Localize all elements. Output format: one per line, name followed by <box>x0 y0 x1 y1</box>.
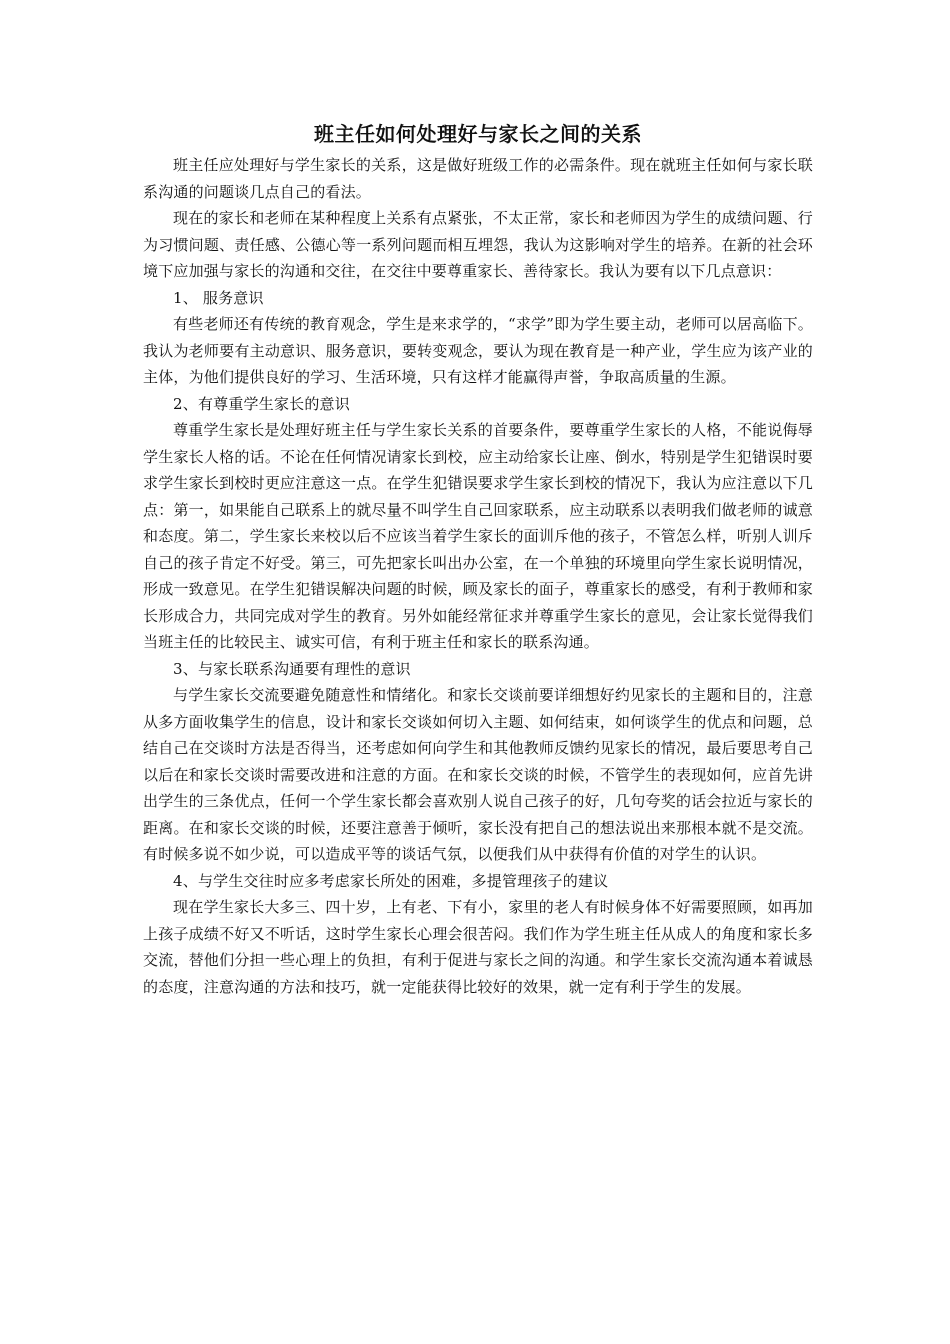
section-heading-difficulties: 4、与学生交往时应多考虑家长所处的困难，多提管理孩子的建议 <box>173 871 609 890</box>
section-body-service: 有些老师还有传统的教育观念，学生是来求学的，“求学”即为学生要主动，老师可以居高临下。我认为老师要有主动意识、服务意识，要转变观念，要认为现在教育是一种产业，学生应为该产业的主体，为他们提供良好的学习、生活环境，只有这样才能赢得声誉，争取高质量的生源。 <box>143 315 813 386</box>
section-heading-service: 1、 服务意识 <box>173 288 264 307</box>
document-body <box>143 116 813 1000</box>
section-body-rational: 与学生家长交流要避免随意性和情绪化。和家长交谈前要详细想好约见家长的主题和目的，注意从多方面收集学生的信息，设计和家长交谈如何切入主题、如何结束，如何谈学生的优点和问题，总结自己在交谈时方法是否得当，还考虑如何向学生和其他教师反馈约见家长的情况，最后要思考自己以后在和家长交谈时需要改进和注意的方面。在和家长交谈的时候，不管学生的表现如何，应首先讲出学生的三条优点，任何一个学生家长都会喜欢别人说自己孩子的好，几句夸奖的话会拉近与家长的距离。在和家长交谈的时候，还要注意善于倾听，家长没有把自己的想法说出来那根本就不是交流。有时候多说不如少说，可以造成平等的谈话气氛，以便我们从中获得有价值的对学生的认识。 <box>143 686 813 863</box>
intro-paragraph: 班主任应处理好与学生家长的关系，这是做好班级工作的必需条件。现在就班主任如何与家长联系沟通的问题谈几点自己的看法。 <box>143 156 813 201</box>
section-body-difficulties: 现在学生家长大多三、四十岁，上有老、下有小，家里的老人有时候身体不好需要照顾，如再加上孩子成绩不好又不听话，这时学生家长心理会很苦闷。我们作为学生班主任从成人的角度和家长多交流，替他们分担一些心理上的负担，有利于促进与家长之间的沟通。和学生家长交流沟通本着诚恳的态度，注意沟通的方法和技巧，就一定能获得比较好的效果，就一定有利于学生的发展。 <box>143 898 813 996</box>
section-heading-rational: 3、与家长联系沟通要有理性的意识 <box>173 659 411 678</box>
section-body-respect: 尊重学生家长是处理好班主任与学生家长关系的首要条件，要尊重学生家长的人格，不能说侮辱学生家长人格的话。不论在任何情况请家长到校，应主动给家长让座、倒水，特别是学生犯错误时要求学生家长到校时更应注意这一点。在学生犯错误要求学生家长到校的情况下，我认为应注意以下几点：第一，如果能自己联系上的就尽量不叫学生自己回家联系，应主动联系以表明我们做老师的诚意和态度。第二，学生家长来校以后不应该当着学生家长的面训斥他的孩子，不管怎么样，听别人训斥自己的孩子肯定不好受。第三，可先把家长叫出办公室，在一个单独的环境里向学生家长说明情况，形成一致意见。在学生犯错误解决问题的时候，顾及家长的面子，尊重家长的感受，有利于教师和家长形成合力，共同完成对学生的教育。另外如能经常征求并尊重学生家长的意见，会让家长觉得我们当班主任的比较民主、诚实可信，有利于班主任和家长的联系沟通。 <box>143 421 813 651</box>
document-title: 班主任如何处理好与家长之间的关系 <box>314 122 642 146</box>
context-paragraph: 现在的家长和老师在某种程度上关系有点紧张，不太正常，家长和老师因为学生的成绩问题、行为习惯问题、责任感、公德心等一系列问题而相互埋怨，我认为这影响对学生的培养。在新的社会环境下应加强与家长的沟通和交往，在交往中要尊重家长、善待家长。我认为要有以下几点意识： <box>143 209 813 280</box>
section-heading-respect: 2、有尊重学生家长的意识 <box>173 394 350 413</box>
